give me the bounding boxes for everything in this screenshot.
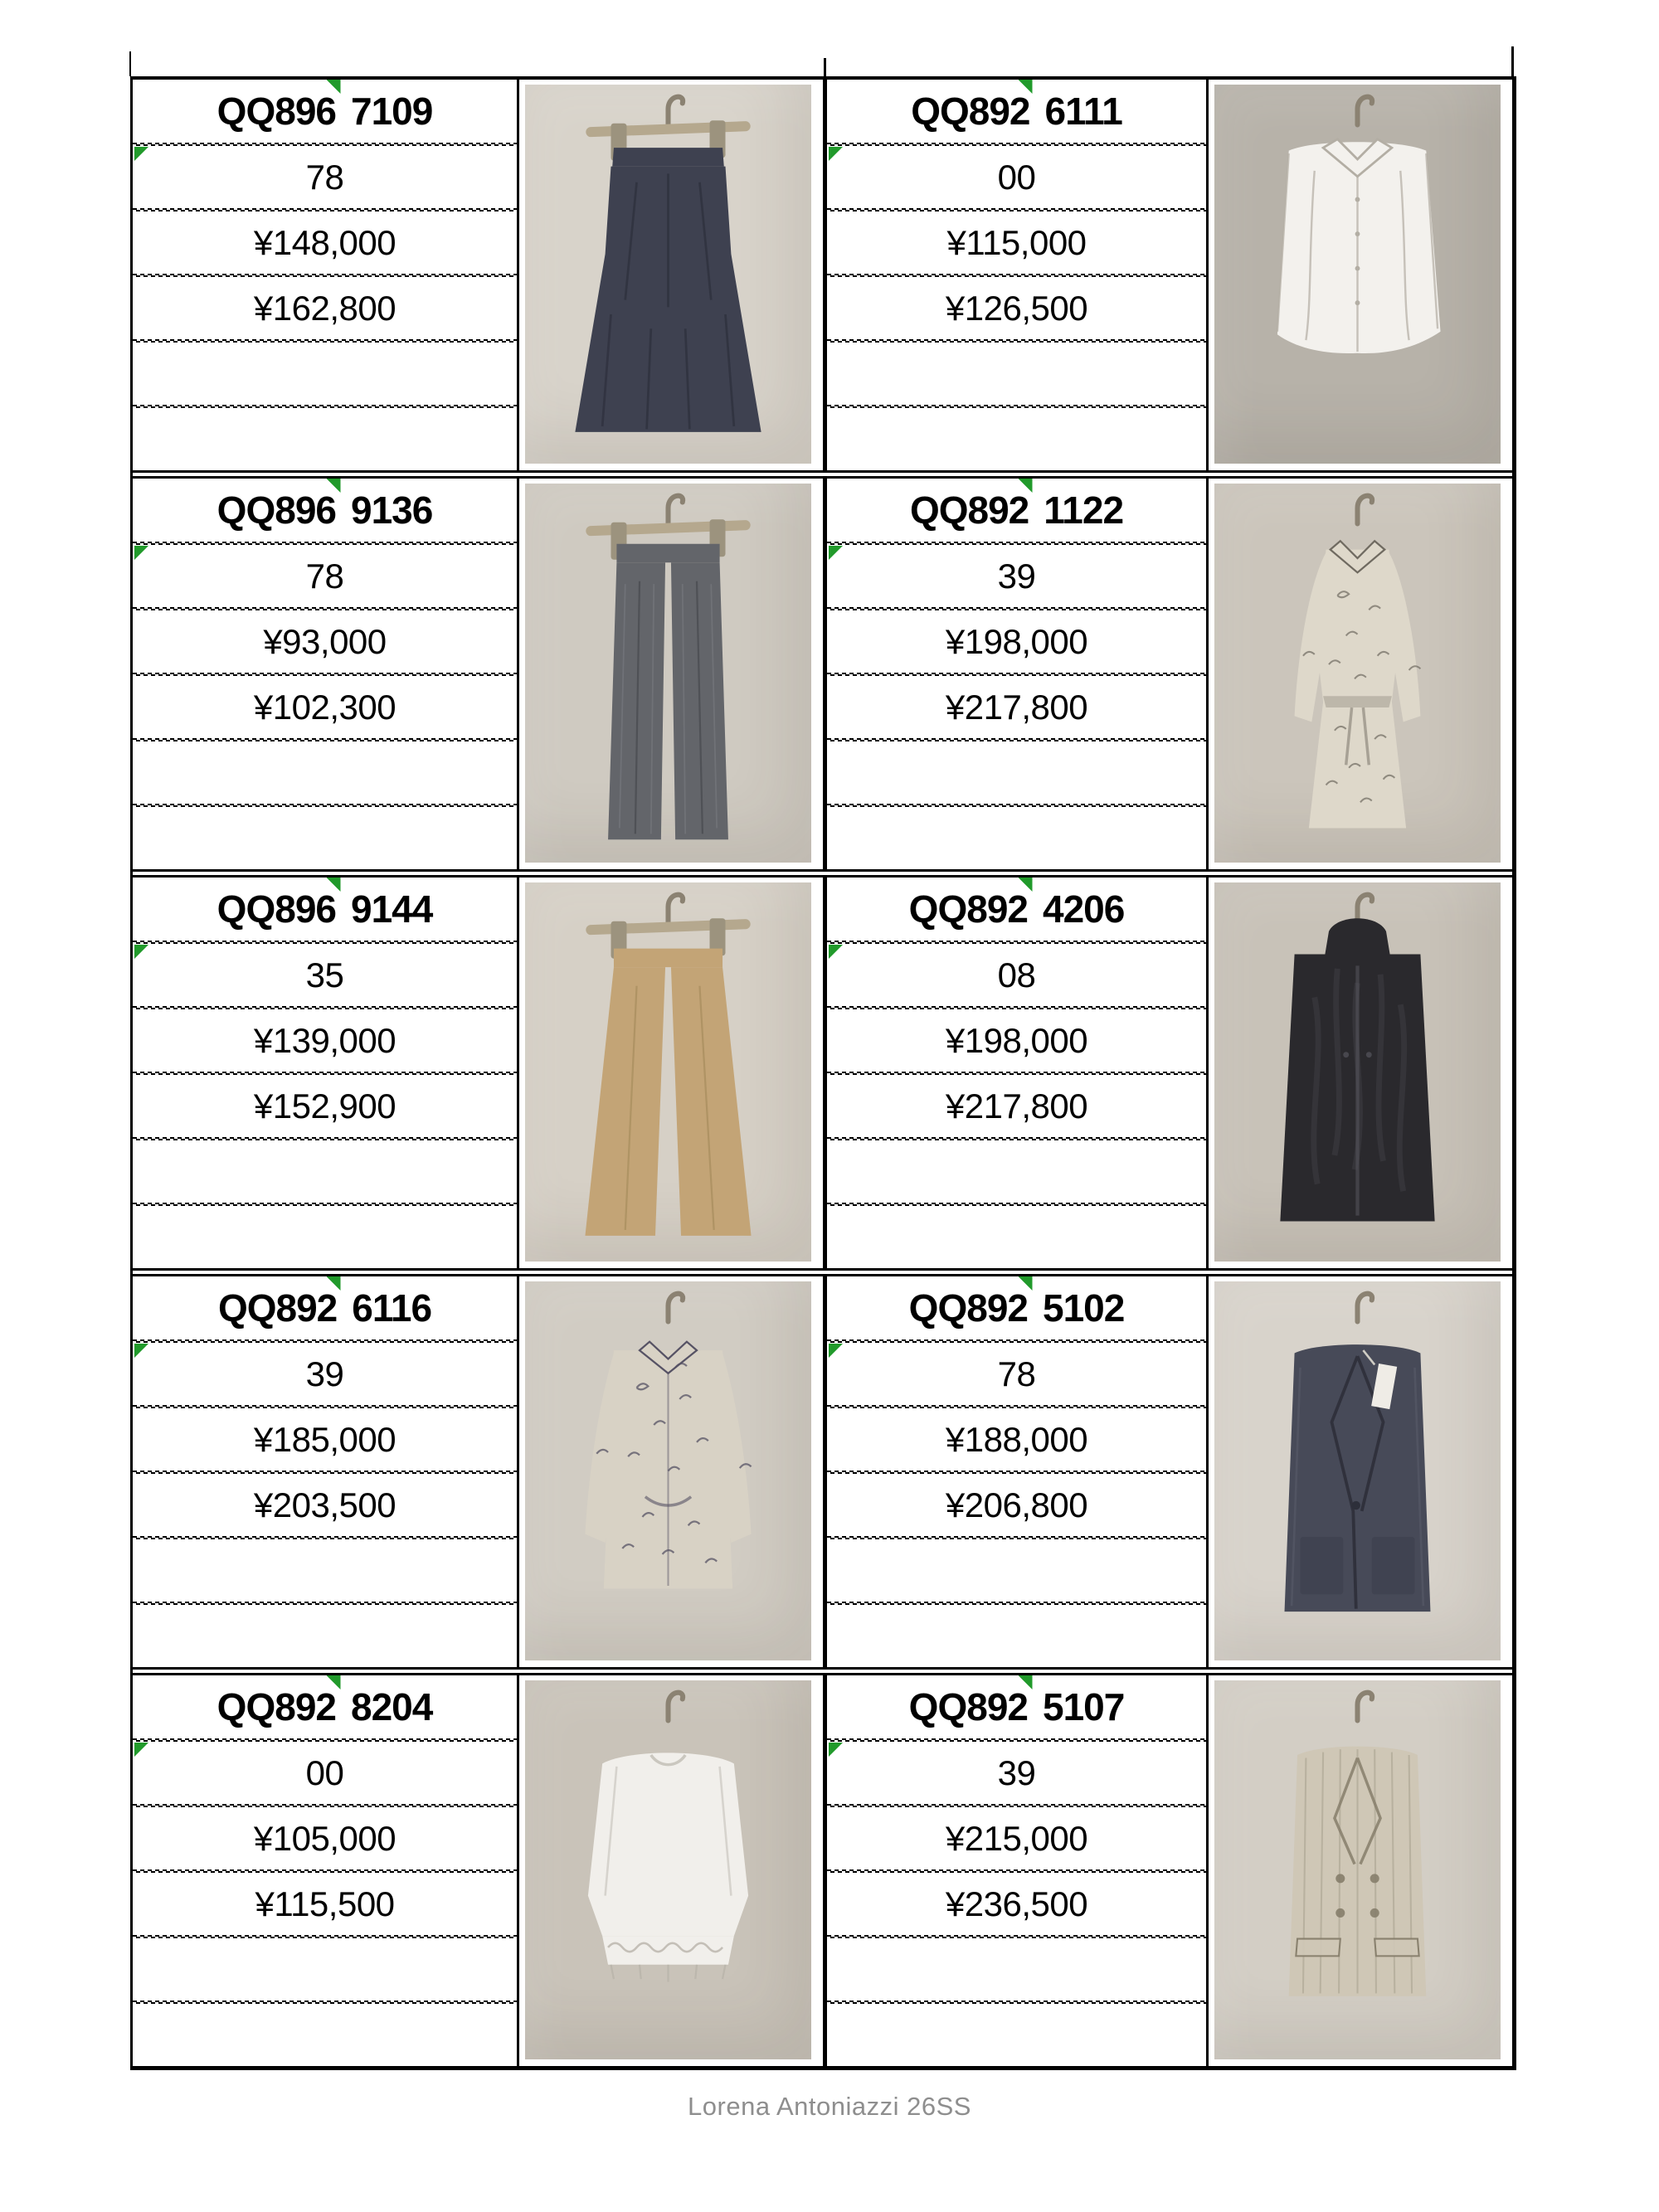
price-tax-row [133,1075,517,1137]
product-info-cell [827,479,1209,869]
variant-row [133,146,517,208]
garment-photo-svg [525,484,811,863]
garment-photo-svg [1214,882,1501,1262]
variant-value: 78 [997,1354,1036,1393]
product-code-prefix: QQ892 [217,1286,338,1330]
catalog-row [133,470,1512,869]
product-photo [1214,85,1501,464]
price-tax-row [133,676,517,738]
price-row [827,1408,1206,1471]
price-row [133,610,517,673]
product-code-suffix: 8204 [350,1685,433,1728]
variant-value: 00 [997,157,1036,197]
product-code-suffix: 5102 [1042,1286,1125,1330]
variant-value: 08 [997,955,1036,994]
product-code-suffix: 6116 [352,1286,432,1330]
price-value: ¥185,000 [253,1419,397,1459]
product-info-cell [827,1675,1209,2066]
product-code-prefix: QQ892 [908,887,1028,931]
product-code-prefix: QQ896 [216,489,336,532]
price-tax-value: ¥217,800 [945,687,1088,727]
product-photo-cell [1209,479,1512,869]
empty-row [133,2004,517,2066]
variant-value: 00 [305,1753,344,1792]
page-footer: Lorena Antoniazzi 26SS [688,2092,971,2121]
empty-row [827,1539,1206,1602]
product-code-prefix: QQ892 [216,1685,336,1728]
product-code-prefix: QQ896 [216,90,336,133]
excel-error-indicator-icon [829,1344,843,1358]
excel-error-indicator-icon [134,1344,148,1358]
variant-row [133,944,517,1006]
product-photo-cell [519,80,827,470]
product-code-row [827,80,1206,143]
price-tax-value: ¥152,900 [253,1086,397,1125]
variant-value: 78 [305,556,344,596]
table-top-stub-middle [824,58,826,76]
price-tax-value: ¥203,500 [253,1485,397,1524]
catalog-row [133,80,1512,470]
product-code-suffix: 6111 [1044,90,1122,133]
product-photo-cell [1209,1675,1512,2066]
variant-row [827,1742,1206,1804]
product-info-cell [133,1276,519,1667]
catalog-row [133,1667,1512,2066]
product-code-suffix: 9144 [350,887,433,931]
price-tax-value: ¥217,800 [945,1086,1088,1125]
product-code-row [133,80,517,143]
empty-row [827,1206,1206,1268]
price-value: ¥215,000 [945,1818,1088,1858]
empty-row [827,807,1206,869]
price-value: ¥115,000 [946,222,1087,262]
product-photo [1214,484,1501,863]
price-tax-row [827,1075,1206,1137]
excel-error-indicator-icon [134,1743,148,1757]
variant-value: 39 [997,556,1036,596]
price-value: ¥188,000 [945,1419,1088,1459]
garment-photo-svg [1214,85,1501,464]
catalog-table [130,76,1516,2070]
table-top-stub-right [1511,46,1514,76]
garment-photo-svg [1214,1680,1501,2059]
table-top-stub-left [129,51,131,76]
price-tax-value: ¥162,800 [253,288,397,328]
empty-row [133,1206,517,1268]
price-tax-value: ¥236,500 [945,1884,1088,1923]
product-code-suffix: 5107 [1042,1685,1125,1728]
price-row [133,1408,517,1471]
empty-row [133,1938,517,2001]
product-code-row [133,878,517,941]
product-photo [1214,1680,1501,2059]
price-row [133,1807,517,1869]
price-value: ¥198,000 [945,1020,1088,1060]
price-row [133,1009,517,1072]
product-code-row [827,1675,1206,1738]
price-tax-value: ¥115,500 [255,1884,395,1923]
price-value: ¥139,000 [253,1020,397,1060]
product-code-suffix: 1122 [1044,489,1124,532]
variant-row [133,1343,517,1405]
garment-photo-svg [525,1281,811,1660]
product-photo [525,1680,811,2059]
empty-row [827,1605,1206,1667]
price-value: ¥93,000 [263,621,387,661]
product-info-cell [133,80,519,470]
empty-row [133,1140,517,1203]
product-info-cell [133,878,519,1268]
price-tax-row [133,1474,517,1536]
product-code-suffix: 9136 [350,489,433,532]
product-photo-cell [1209,1276,1512,1667]
empty-row [827,408,1206,470]
product-photo [1214,882,1501,1262]
variant-value: 78 [305,157,344,197]
garment-photo-svg [525,85,811,464]
price-tax-row [827,277,1206,339]
empty-row [827,2004,1206,2066]
variant-row [827,944,1206,1006]
product-photo [525,85,811,464]
variant-row [827,1343,1206,1405]
excel-error-indicator-icon [134,546,148,560]
excel-error-indicator-icon [829,147,843,161]
product-code-prefix: QQ892 [908,1286,1028,1330]
empty-row [133,1539,517,1602]
catalog-row [133,869,1512,1268]
product-photo-cell [519,1276,827,1667]
price-row [827,610,1206,673]
empty-row [827,1140,1206,1203]
product-info-cell [133,1675,519,2066]
price-value: ¥105,000 [253,1818,397,1858]
price-tax-row [133,277,517,339]
product-code-prefix: QQ892 [911,90,1030,133]
empty-row [827,1938,1206,2001]
variant-row [133,1742,517,1804]
product-photo-cell [1209,878,1512,1268]
variant-value: 39 [997,1753,1036,1792]
product-photo-cell [1209,80,1512,470]
empty-row [133,807,517,869]
garment-photo-svg [525,1680,811,2059]
price-tax-value: ¥206,800 [945,1485,1088,1524]
price-value: ¥198,000 [945,621,1088,661]
product-photo [525,484,811,863]
product-code-row [133,1276,517,1339]
garment-photo-svg [1214,1281,1501,1660]
product-code-suffix: 4206 [1042,887,1125,931]
excel-error-indicator-icon [134,147,148,161]
excel-error-indicator-icon [829,945,843,959]
product-photo-cell [519,1675,827,2066]
product-code-prefix: QQ892 [908,1685,1028,1728]
price-tax-row [827,1873,1206,1935]
product-info-cell [827,1276,1209,1667]
price-tax-row [133,1873,517,1935]
product-code-row [827,479,1206,542]
product-code-row [827,878,1206,941]
product-code-prefix: QQ892 [909,489,1029,532]
product-photo [525,882,811,1262]
variant-row [827,146,1206,208]
variant-row [133,545,517,607]
empty-row [827,741,1206,804]
excel-error-indicator-icon [829,1743,843,1757]
product-info-cell [827,878,1209,1268]
product-photo [1214,1281,1501,1660]
excel-error-indicator-icon [134,945,148,959]
garment-photo-svg [1214,484,1501,863]
catalog-row [133,1268,1512,1667]
product-code-row [133,1675,517,1738]
empty-row [827,343,1206,405]
garment-photo-svg [525,882,811,1262]
product-info-cell [133,479,519,869]
empty-row [133,1605,517,1667]
price-tax-row [827,676,1206,738]
product-code-row [133,479,517,542]
empty-row [133,343,517,405]
excel-error-indicator-icon [829,546,843,560]
empty-row [133,408,517,470]
price-row [827,211,1206,274]
product-photo-cell [519,878,827,1268]
price-tax-row [827,1474,1206,1536]
product-code-prefix: QQ896 [216,887,336,931]
product-photo-cell [519,479,827,869]
product-code-suffix: 7109 [350,90,433,133]
price-row [133,211,517,274]
product-code-row [827,1276,1206,1339]
price-value: ¥148,000 [253,222,397,262]
variant-value: 35 [305,955,344,994]
price-tax-value: ¥102,300 [253,687,397,727]
variant-value: 39 [305,1354,344,1393]
product-photo [525,1281,811,1660]
price-row [827,1009,1206,1072]
price-tax-value: ¥126,500 [945,288,1088,328]
price-row [827,1807,1206,1869]
variant-row [827,545,1206,607]
empty-row [133,741,517,804]
product-info-cell [827,80,1209,470]
